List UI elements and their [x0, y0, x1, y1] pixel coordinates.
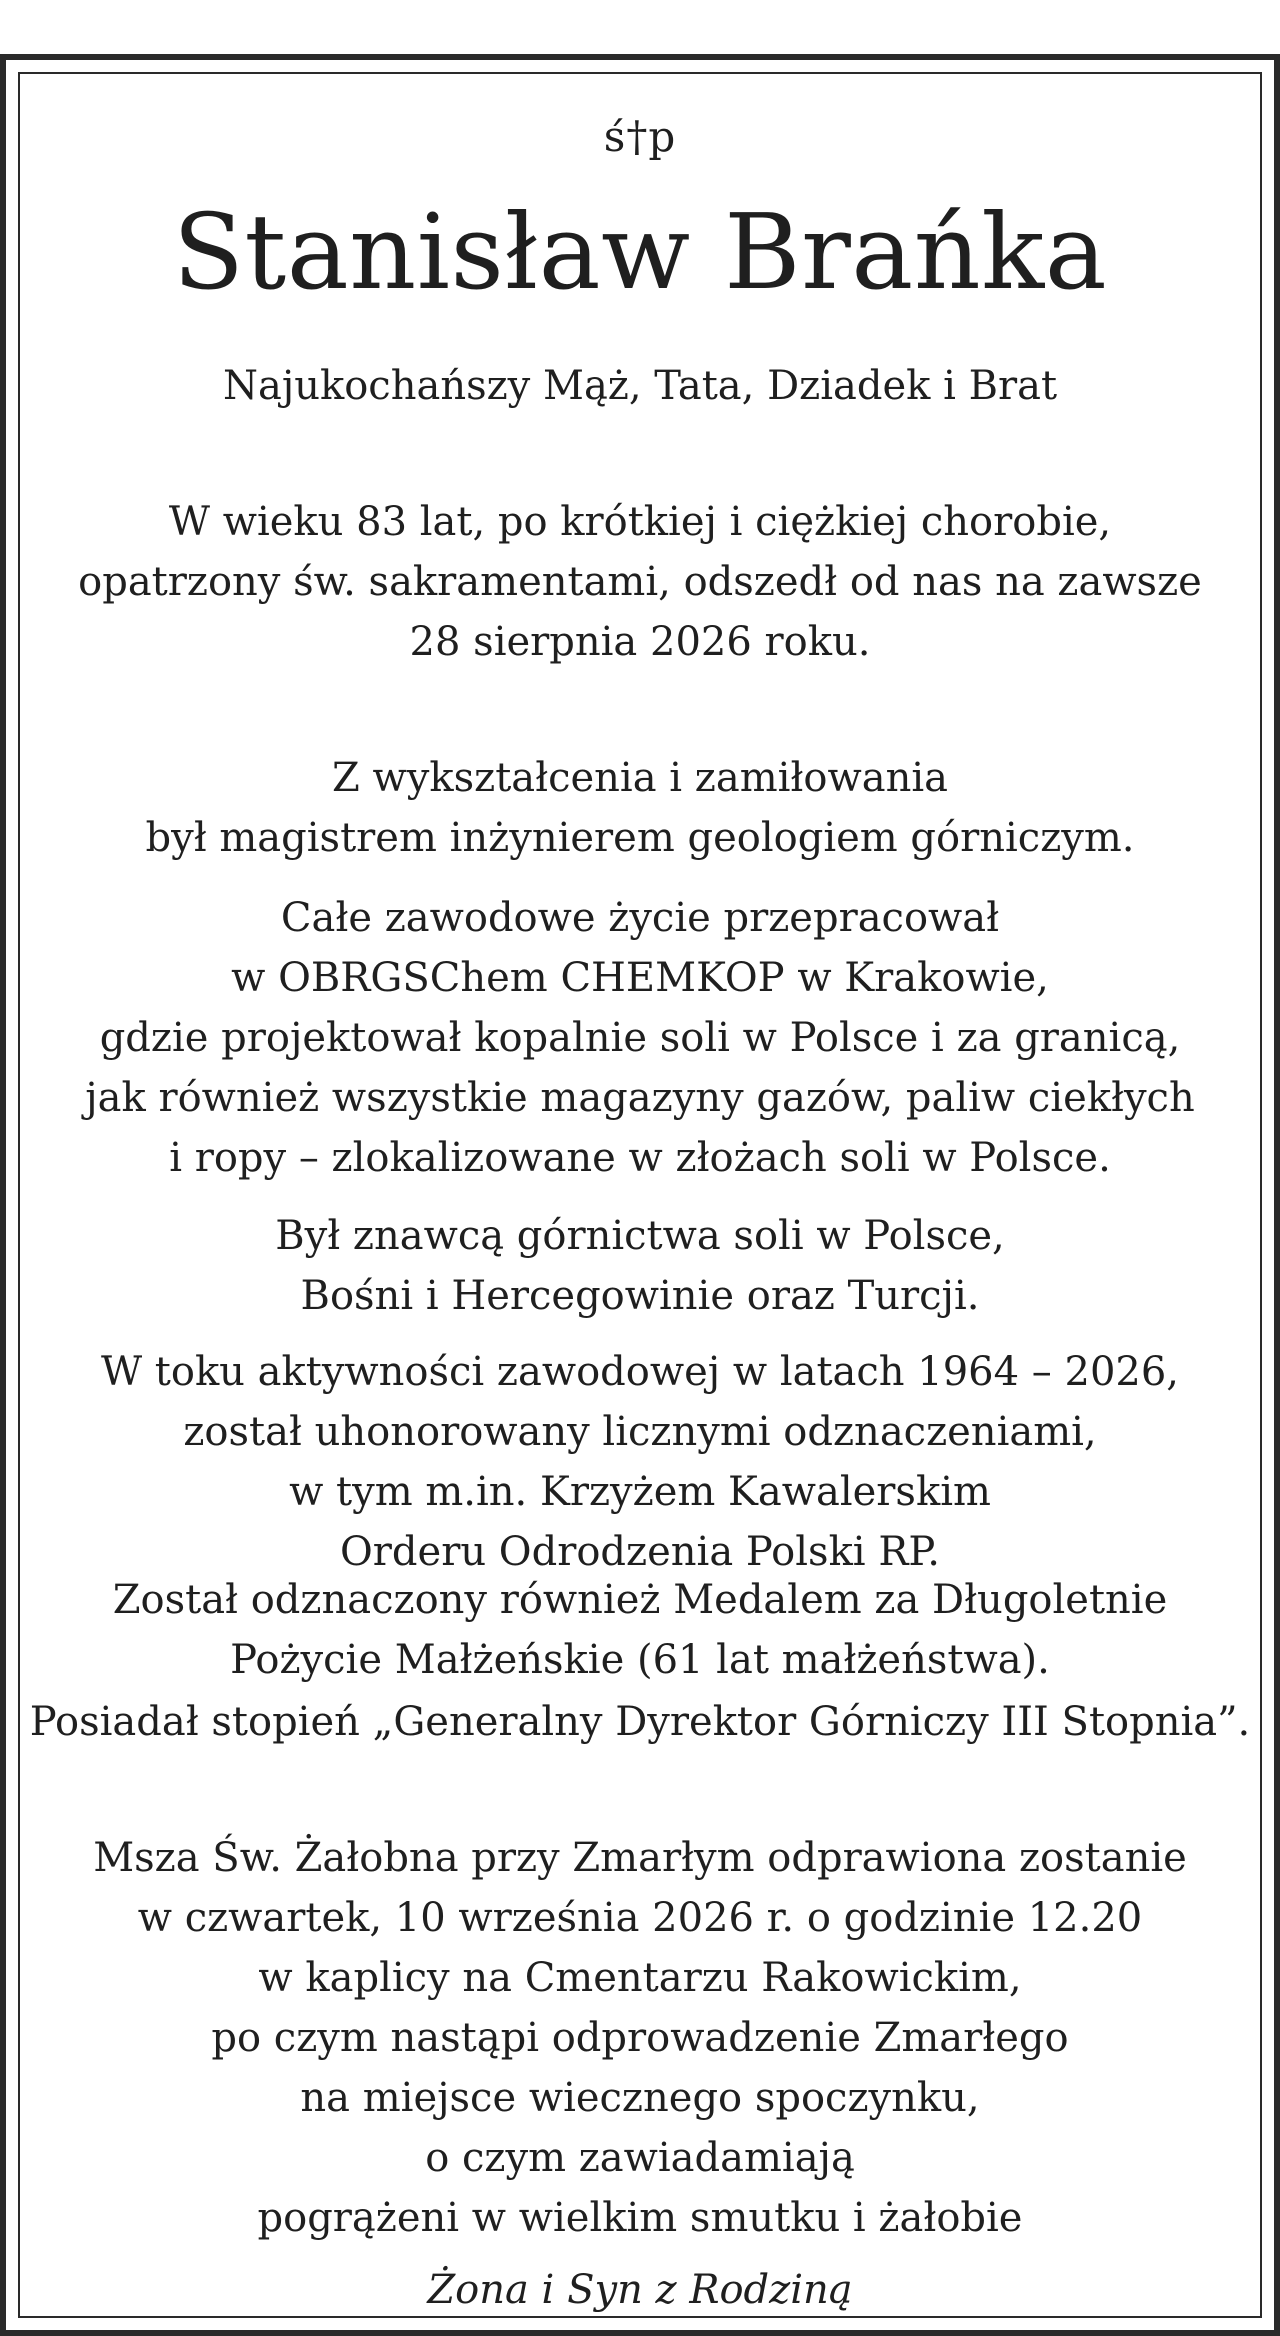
mass-line: na miejsce wiecznego spoczynku,	[300, 2075, 980, 2121]
mass-line: w czwartek, 10 września 2026 r. o godzinie 12.20	[137, 1895, 1143, 1941]
mass-line: po czym nastąpi odprowadzenie Zmarłego	[211, 2015, 1069, 2061]
education-paragraph	[6, 748, 1274, 868]
family-roles	[6, 356, 1274, 416]
intro-line: opatrzony św. sakramentami, odszedł od nas na zawsze	[78, 559, 1202, 605]
career-paragraph	[6, 888, 1274, 1188]
expert-line: Był znawcą górnictwa soli w Polsce,	[275, 1213, 1005, 1259]
expertise-paragraph	[6, 1206, 1274, 1326]
deceased-name: Stanisław Brańka	[172, 191, 1108, 313]
mass-line: o czym zawiadamiają	[425, 2135, 855, 2181]
roles-line: Najukochańszy Mąż, Tata, Dziadek i Brat	[222, 363, 1058, 409]
honors-line: został uhonorowany licznymi odznaczeniami,	[183, 1409, 1097, 1455]
mass-line: Msza Św. Żałobna przy Zmarłym odprawiona zostanie	[93, 1835, 1187, 1881]
intro-line: W wieku 83 lat, po krótkiej i ciężkiej chorobie,	[168, 499, 1112, 545]
career-line: jak również wszystkie magazyny gazów, paliw ciekłych	[85, 1075, 1195, 1121]
education-line: był magistrem inżynierem geologiem górniczym.	[145, 815, 1135, 861]
obituary-content	[6, 60, 1274, 2330]
expert-line: Bośni i Hercegowinie oraz Turcji.	[300, 1273, 980, 1319]
intro-line: 28 sierpnia 2026 roku.	[409, 619, 871, 665]
mass-line: pogrążeni w wielkim smutku i żałobie	[257, 2195, 1023, 2241]
honors-paragraph	[6, 1342, 1274, 1582]
death-announcement	[6, 492, 1274, 672]
medal-line: Został odznaczony również Medalem za Długoletnie	[112, 1577, 1168, 1623]
medal-paragraph	[6, 1570, 1274, 1690]
degree-paragraph	[6, 1692, 1274, 1752]
family-signature: Żona i Syn z Rodziną	[427, 2267, 853, 2313]
stp-cross-marker: ś†p	[603, 112, 677, 161]
career-line: gdzie projektował kopalnie soli w Polsce i za granicą,	[99, 1015, 1181, 1061]
mass-line: w kaplicy na Cmentarzu Rakowickim,	[258, 1955, 1022, 2001]
funeral-mass-paragraph	[6, 1828, 1274, 2248]
honors-line: W toku aktywności zawodowej w latach 1964 – 2026,	[100, 1349, 1180, 1395]
honors-line: Orderu Odrodzenia Polski RP.	[340, 1529, 940, 1575]
career-line: w OBRGSChem CHEMKOP w Krakowie,	[231, 955, 1049, 1001]
honors-line: w tym m.in. Krzyżem Kawalerskim	[289, 1469, 991, 1515]
education-line: Z wykształcenia i zamiłowania	[332, 755, 948, 801]
career-line: i ropy – zlokalizowane w złożach soli w Polsce.	[169, 1135, 1111, 1181]
medal-line: Pożycie Małżeńskie (61 lat małżeństwa).	[230, 1637, 1050, 1683]
degree-line: Posiadał stopień „Generalny Dyrektor Górniczy III Stopnia”.	[29, 1699, 1251, 1745]
obituary-frame	[0, 54, 1280, 2336]
career-line: Całe zawodowe życie przepracował	[280, 895, 1000, 941]
